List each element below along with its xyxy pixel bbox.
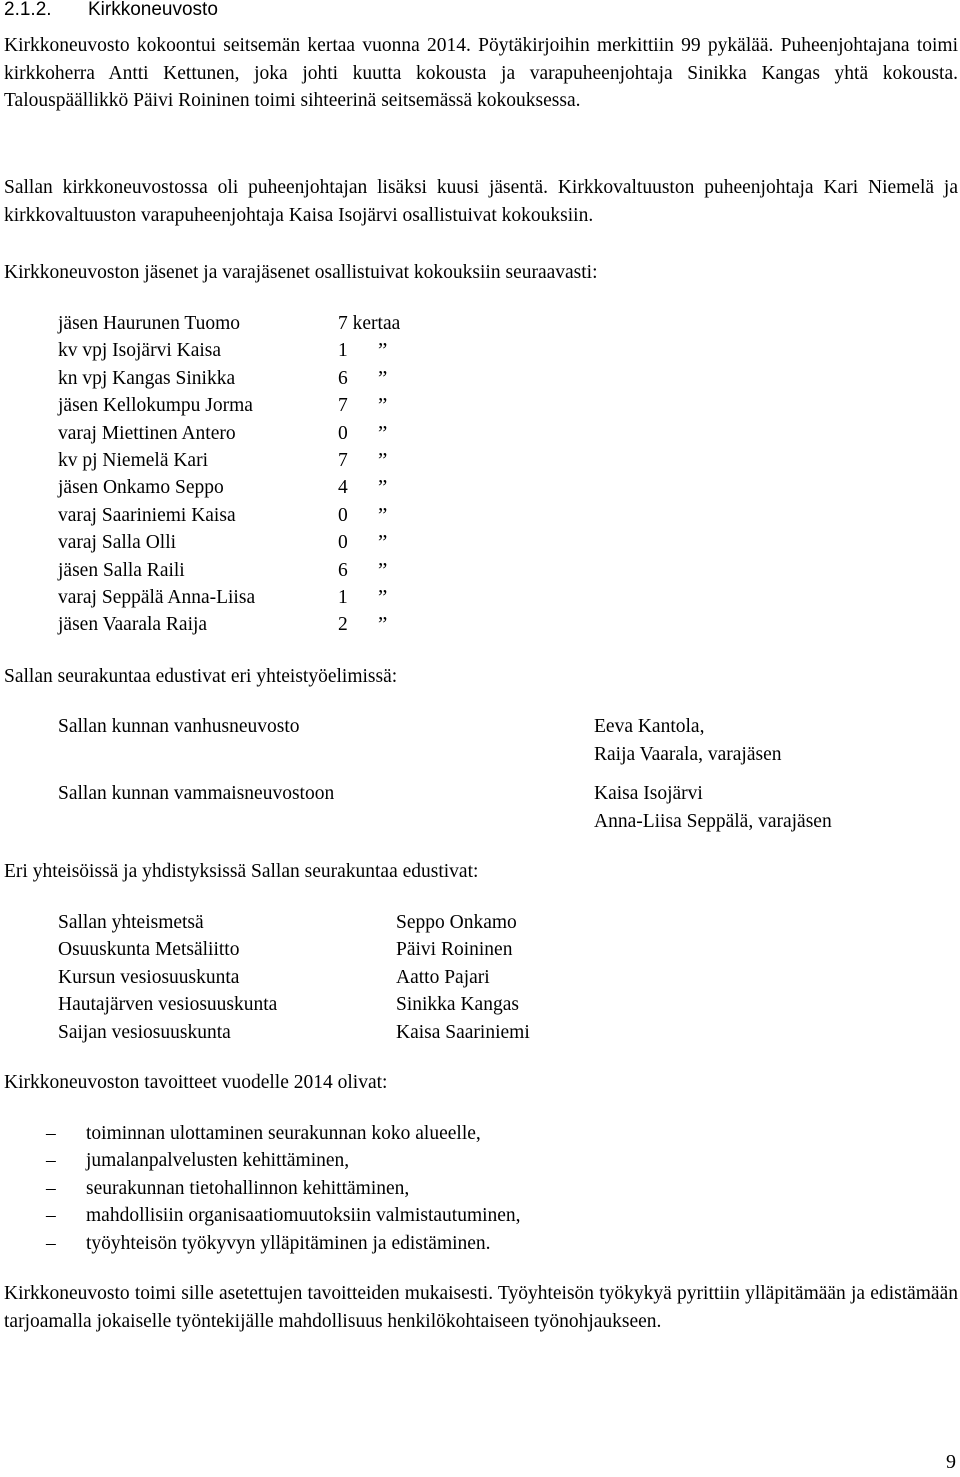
goal-text: mahdollisiin organisaatiomuutoksiin valmistautuminen,: [86, 1205, 521, 1227]
goal-text: seurakunnan tietohallinnon kehittäminen,: [86, 1177, 410, 1199]
attendance-count: 0: [338, 532, 348, 554]
member-name: kn vpj Kangas Sinikka: [58, 367, 236, 389]
representation-persons: [594, 713, 782, 768]
composition-paragraph: Sallan kirkkoneuvostossa oli puheenjohtajan lisäksi kuusi jäsentä. Kirkkovaltuuston puheenjohtaja Kari Niemelä ja kirkkovaltuuston varapuheenjohtaja Kaisa Isojärvi osallistuivat kokouksiin.: [4, 177, 958, 226]
attendance-count: 1: [338, 586, 348, 608]
goal-text: jumalanpalvelusten kehittäminen,: [86, 1150, 350, 1172]
representation-row: [58, 780, 938, 847]
association-representative: Sinikka Kangas: [396, 994, 519, 1016]
dash-bullet: –: [46, 1150, 56, 1172]
member-name: jäsen Onkamo Seppo: [58, 477, 224, 499]
member-name: varaj Seppälä Anna-Liisa: [58, 586, 256, 608]
ditto-mark: ”: [378, 557, 388, 582]
representation-persons: [594, 780, 832, 835]
ditto-mark: ”: [378, 475, 388, 500]
dash-bullet: –: [46, 1205, 56, 1227]
member-name: kv vpj Isojärvi Kaisa: [58, 340, 222, 362]
member-name: jäsen Haurunen Tuomo: [58, 313, 240, 334]
attendance-count: 1: [338, 340, 348, 362]
association-representative: Kaisa Saariniemi: [396, 1021, 530, 1043]
attendance-count: 7 kertaa: [338, 313, 401, 334]
association-name: Kursun vesiosuuskunta: [58, 966, 240, 988]
ditto-mark: ”: [378, 447, 388, 472]
ditto-mark: ”: [378, 365, 388, 390]
association-name: Osuuskunta Metsäliitto: [58, 939, 240, 961]
member-name: varaj Saariniemi Kaisa: [58, 504, 236, 526]
attendance-count: 7: [338, 395, 348, 417]
ditto-mark: ”: [378, 530, 388, 555]
representation-row: [58, 713, 938, 780]
ditto-mark: ”: [378, 502, 388, 527]
goals-intro: Kirkkoneuvoston tavoitteet vuodelle 2014 olivat:: [4, 1072, 388, 1093]
attendance-intro: Kirkkoneuvoston jäsenet ja varajäsenet osallistuivat kokouksiin seuraavasti:: [4, 262, 598, 283]
member-name: varaj Miettinen Antero: [58, 422, 236, 444]
association-name: Sallan yhteismetsä: [58, 912, 204, 933]
association-representative: Päivi Roininen: [396, 939, 513, 961]
ditto-mark: ”: [378, 612, 388, 637]
section-heading: [4, 0, 218, 24]
member-name: jäsen Salla Raili: [58, 559, 185, 581]
attendance-count: 0: [338, 422, 348, 444]
representative: Raija Vaarala, varajäsen: [594, 743, 782, 765]
attendance-count: 6: [338, 559, 348, 581]
association-name: Saijan vesiosuuskunta: [58, 1021, 231, 1043]
attendance-count: 0: [338, 504, 348, 526]
representative: Kaisa Isojärvi: [594, 783, 703, 804]
association-representative: Aatto Pajari: [396, 966, 490, 988]
ditto-mark: ”: [378, 393, 388, 418]
member-name: kv pj Niemelä Kari: [58, 449, 208, 471]
ditto-mark: ”: [378, 420, 388, 445]
dash-bullet: –: [46, 1123, 56, 1144]
page-number: 9: [946, 1451, 956, 1473]
representative: Anna-Liisa Seppälä, varajäsen: [594, 810, 832, 832]
dash-bullet: –: [46, 1232, 56, 1254]
attendance-count: 7: [338, 449, 348, 471]
attendance-count: 2: [338, 614, 348, 636]
associations-intro: Eri yhteisöissä ja yhdistyksissä Sallan seurakuntaa edustivat:: [4, 861, 479, 882]
attendance-count: 6: [338, 367, 348, 389]
intro-paragraph: Kirkkoneuvosto kokoontui seitsemän kertaa vuonna 2014. Pöytäkirjoihin merkittiin 99 pykälää. Puheenjohtajana toimi kirkkoherra Antti Kettunen, joka johti kuutta kokousta ja varapuheenjohtaja Sinikka Kangas yhtä kokousta. Talouspäällikkö Päivi Roininen toimi sihteerinä seitsemässä kokouksessa.: [4, 35, 958, 111]
representative: Eeva Kantola,: [594, 716, 705, 737]
ditto-mark: ”: [378, 338, 388, 363]
representation-body: Sallan kunnan vanhusneuvosto: [58, 716, 300, 737]
ditto-mark: ”: [378, 584, 388, 609]
representation-list: [58, 713, 938, 847]
association-name: Hautajärven vesiosuuskunta: [58, 994, 278, 1016]
attendance-count: 4: [338, 477, 348, 499]
association-representative: Seppo Onkamo: [396, 912, 517, 933]
member-name: varaj Salla Olli: [58, 532, 177, 554]
dash-bullet: –: [46, 1177, 56, 1199]
representation-body: Sallan kunnan vammaisneuvostoon: [58, 783, 335, 804]
goal-text: työyhteisön työkyvyn ylläpitäminen ja edistäminen.: [86, 1232, 491, 1254]
goal-text: toiminnan ulottaminen seurakunnan koko alueelle,: [86, 1123, 481, 1144]
section-title: Kirkkoneuvosto: [88, 0, 218, 20]
member-name: jäsen Vaarala Raija: [58, 614, 208, 636]
member-name: jäsen Kellokumpu Jorma: [58, 395, 253, 417]
closing-paragraph: Kirkkoneuvosto toimi sille asetettujen tavoitteiden mukaisesti. Työyhteisön työkykyä pyrittiin ylläpitämään ja edistämään tarjoamalla jokaiselle työntekijälle mahdollisuus henkilökohtaiseen työnohjaukseen.: [4, 1283, 958, 1332]
representation-intro: Sallan seurakuntaa edustivat eri yhteistyöelimissä:: [4, 666, 398, 687]
section-number: 2.1.2.: [4, 0, 52, 20]
